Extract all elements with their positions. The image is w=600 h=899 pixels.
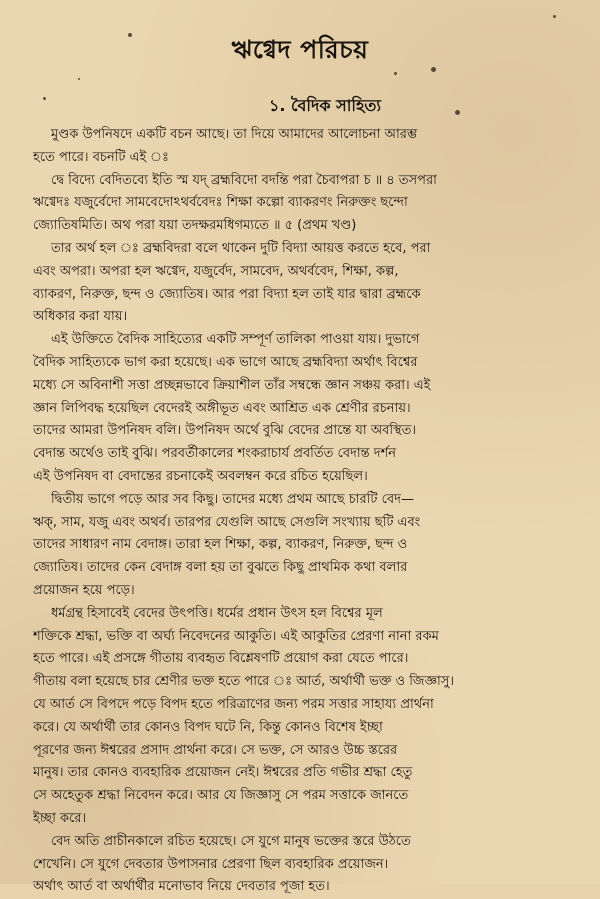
text-line: এই উক্তিতে বৈদিক সাহিত্যের একটি সম্পূর্ণ তালিকা পাওয়া যায়। দুভাগে bbox=[51, 332, 420, 348]
text-line: গীতায় বলা হয়েছে চার শ্রেণীর ভক্ত হতে পারে ঃ আর্ত, অর্থার্থী ভক্ত ও জিজ্ঞাসু। bbox=[33, 674, 455, 690]
text-line: ধর্মগ্রন্থ হিসাবেই বেদের উৎপত্তি। ধর্মের প্রধান উৎস হল বিশ্বের মূল bbox=[51, 605, 383, 621]
ink-speck bbox=[78, 78, 80, 80]
paragraph-2 bbox=[33, 238, 583, 329]
ink-speck bbox=[43, 97, 46, 100]
text-line: ইচ্ছা করে। bbox=[33, 810, 87, 826]
text-line: প্রয়োজন হয়ে পড়ে। bbox=[33, 582, 135, 598]
ink-speck bbox=[431, 67, 436, 72]
text-line: বেদ অতি প্রাচীনকালে রচিত হয়েছে। সে যুগে মানুষ ভক্তের স্তরে উঠতে bbox=[51, 833, 411, 849]
text-line: তার অর্থ হল ঃ ব্রহ্মবিদরা বলে থাকেন দুটি বিদ্যা আয়ত্ত করতে হবে, পরা bbox=[51, 240, 431, 256]
text-line: অর্থাৎ আর্ত বা অর্থার্থীর মনোভাব নিয়ে দেবতার পূজা হত। bbox=[33, 879, 330, 895]
text-line: ঋক্, সাম, যজু এবং অথর্ব। তারপর যেগুলি আছে সেগুলি সংখ্যায় ছটি এবং bbox=[33, 514, 421, 530]
ink-speck bbox=[553, 15, 556, 18]
text-line: পূরণের জন্য ঈশ্বরের প্রসাদ প্রার্থনা করে। সে ভক্ত, সে আরও উচ্চ স্তরের bbox=[33, 742, 398, 758]
paragraph-3 bbox=[33, 329, 583, 489]
page-title: ঋগ্বেদ পরিচয় bbox=[231, 35, 369, 64]
text-line: ঋগ্বেদঃ যজুর্বেদো সামবেদোঽথর্ববেদঃ শিক্ষা কল্পো ব্যাকরণং নিরুক্তং ছন্দো bbox=[33, 195, 408, 211]
text-line: এই উপনিষদ বা বেদান্তের রচনাকেই অবলম্বন করে রচিত হয়েছিল। bbox=[33, 468, 368, 484]
body-text bbox=[33, 124, 583, 899]
ink-speck bbox=[455, 110, 460, 115]
text-line: জ্যোতিষ। তাদের কেন বেদাঙ্গ বলা হয় তা বুঝতে কিছু প্রাথমিক কথা বলার bbox=[33, 560, 408, 576]
text-line: করে। যে অর্থার্থী তার কোনও বিপদ ঘটে নি, কিন্তু কোনও বিশেষ ইচ্ছা bbox=[33, 719, 383, 735]
ink-speck bbox=[128, 33, 132, 37]
ink-speck bbox=[394, 72, 397, 75]
text-line: দ্বিতীয় ভাগে পড়ে আর সব কিছু। তাদের মধ্যে প্রথম আছে চারটি বেদ— bbox=[51, 491, 414, 507]
text-line: হতে পারে। এই প্রসঙ্গে গীতায় ব্যবহৃত বিশ্লেষণটি প্রয়োগ করা যেতে পারে। bbox=[33, 651, 409, 667]
text-line: অধিকার করা যায়। bbox=[33, 309, 128, 325]
text-line: শেখেনি। সে যুগে দেবতার উপাসনার প্রেরণা ছিল ব্যবহারিক প্রয়োজন। bbox=[33, 856, 389, 872]
text-line: সে অহেতুক শ্রদ্ধা নিবেদন করে। আর যে জিজ্ঞাসু সে পরম সত্তাকে জানতে bbox=[33, 788, 409, 804]
paragraph-1 bbox=[33, 124, 583, 170]
text-line: হতে পারে। বচনটি এই ঃ bbox=[33, 149, 169, 165]
section-heading: ১. বৈদিক সাহিত্য bbox=[269, 96, 381, 115]
text-line: মানুষ। তার কোনও ব্যবহারিক প্রয়োজন নেই। ঈশ্বরের প্রতি গভীর শ্রদ্ধা হেতু bbox=[33, 765, 413, 781]
text-line: এবং অপরা। অপরা হল ঋগ্বেদ, যজুর্বেদ, সামবেদ, অথর্ববেদ, শিক্ষা, কল্প, bbox=[33, 263, 399, 279]
sanskrit-quote bbox=[33, 170, 583, 238]
text-line: ব্যাকরণ, নিরুক্ত, ছন্দ ও জ্যোতিষ। আর পরা বিদ্যা হল তাই যার দ্বারা ব্রহ্মকে bbox=[33, 286, 421, 302]
text-line: তাদের আমরা উপনিষদ বলি। উপনিষদ অর্থে বুঝি বেদের প্রান্তে যা অবস্থিত। bbox=[33, 423, 417, 439]
paragraph-5 bbox=[33, 603, 583, 831]
text-line: মুণ্ডক উপনিষদে একটি বচন আছে। তা দিয়ে আমাদের আলোচনা আরম্ভ bbox=[51, 127, 418, 142]
text-line: শক্তিকে শ্রদ্ধা, ভক্তি বা অর্ঘ্য নিবেদনের আকুতি। এই আকুতির প্রেরণা নানা রকম bbox=[33, 628, 439, 644]
text-line: তাদের সাধারণ নাম বেদাঙ্গ। তারা হল শিক্ষা, কল্প, ব্যাকরণ, নিরুক্ত, ছন্দ ও bbox=[33, 537, 408, 553]
text-line: মধ্যে সে অবিনাশী সত্তা প্রচ্ছন্নভাবে ক্রিয়াশীল তাঁর সম্বন্ধে জ্ঞান সঞ্চয় করা। এই bbox=[33, 377, 431, 393]
text-line: বেদান্ত অর্থেও তাই বুঝি। পরবর্তীকালের শংকরাচার্য প্রবর্তিত বেদান্ত দর্শন bbox=[33, 446, 397, 462]
paragraph-6 bbox=[33, 831, 583, 899]
paragraph-4 bbox=[33, 489, 583, 603]
text-line: জ্ঞান লিপিবদ্ধ হয়েছিল বেদেরই অঙ্গীভূত এবং আশ্রিত এক শ্রেণীর রচনায়। bbox=[33, 400, 411, 416]
text-line: বৈদিক সাহিত্যকে ভাগ করা হয়েছে। এক ভাগে আছে ব্রহ্মবিদ্যা অর্থাৎ বিশ্বের bbox=[33, 354, 418, 370]
text-line: দ্বে বিদ্যে বেদিতব্যে ইতি স্ম যদ্ ব্রহ্মবিদো বদন্তি পরা চৈবাপরা চ ॥ ৪ তসপরা bbox=[51, 172, 437, 188]
text-line: যে আর্ত সে বিপদে পড়ে বিপদ হতে পরিত্রাণের জন্য পরম সত্তার সাহায্য প্রার্থনা bbox=[33, 696, 434, 712]
text-line: জ্যোতিষমিতি। অথ পরা যয়া তদক্ষরমধিগম্যতে ॥ ৫ (প্রথম খণ্ড) bbox=[33, 218, 357, 234]
